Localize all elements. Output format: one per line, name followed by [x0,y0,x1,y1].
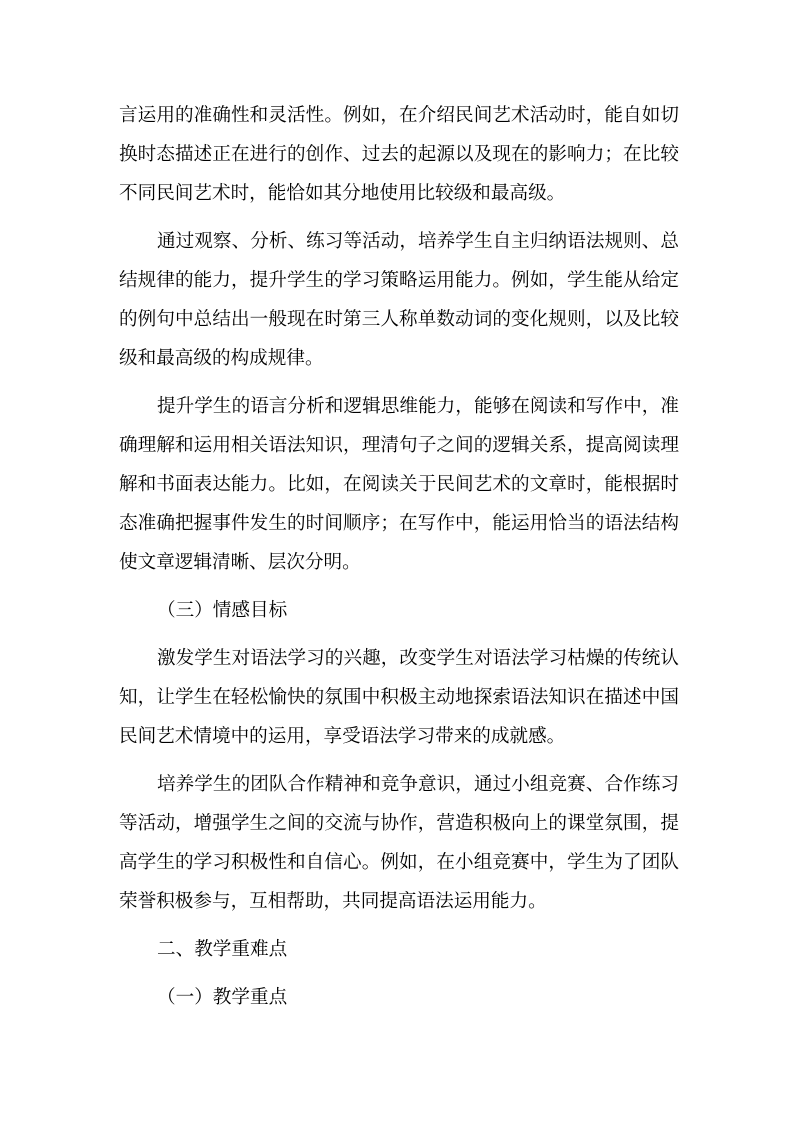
paragraph-line: 不同民间艺术时，能恰如其分地使用比较级和最高级。 [119,183,566,204]
paragraph-line: 荣誉积极参与，互相帮助，共同提高语法运用能力。 [119,891,547,912]
paragraph-line: 知，让学生在轻松愉快的氛围中积极主动地探索语法知识在描述中国 [119,687,679,708]
section-heading: （三）情感目标 [157,600,288,621]
paragraph-line: 的例句中总结出一般现在时第三人称单数动词的变化规则，以及比较 [119,309,679,330]
paragraph-line: 结规律的能力，提升学生的学习策略运用能力。例如，学生能从给定 [119,270,679,291]
paragraph-line: 培养学生的团队合作精神和竞争意识，通过小组竞赛、合作练习 [157,774,679,795]
paragraph-line: 激发学生对语法学习的兴趣，改变学生对语法学习枯燥的传统认 [157,648,679,669]
paragraph-line: 使文章逻辑清晰、层次分明。 [119,552,361,573]
section-heading: （一）教学重点 [157,987,288,1008]
paragraph-line: 换时态描述正在进行的创作、过去的起源以及现在的影响力；在比较 [119,144,679,165]
paragraph-line: 通过观察、分析、练习等活动，培养学生自主归纳语法规则、总 [157,231,679,252]
paragraph-line: 级和最高级的构成规律。 [119,348,324,369]
paragraph-line: 解和书面表达能力。比如，在阅读关于民间艺术的文章时，能根据时 [119,474,679,495]
paragraph-line: 提升学生的语言分析和逻辑思维能力，能够在阅读和写作中，准 [157,396,679,417]
paragraph-line: 等活动，增强学生之间的交流与协作，营造积极向上的课堂氛围，提 [119,813,679,834]
section-heading: 二、教学重难点 [157,939,288,960]
paragraph-line: 确理解和运用相关语法知识，理清句子之间的逻辑关系，提高阅读理 [119,435,679,456]
paragraph-line: 言运用的准确性和灵活性。例如，在介绍民间艺术活动时，能自如切 [119,105,679,126]
paragraph-line: 高学生的学习积极性和自信心。例如，在小组竞赛中，学生为了团队 [119,852,679,873]
paragraph-line: 民间艺术情境中的运用，享受语法学习带来的成就感。 [119,726,566,747]
paragraph-line: 态准确把握事件发生的时间顺序；在写作中，能运用恰当的语法结构 [119,513,679,534]
